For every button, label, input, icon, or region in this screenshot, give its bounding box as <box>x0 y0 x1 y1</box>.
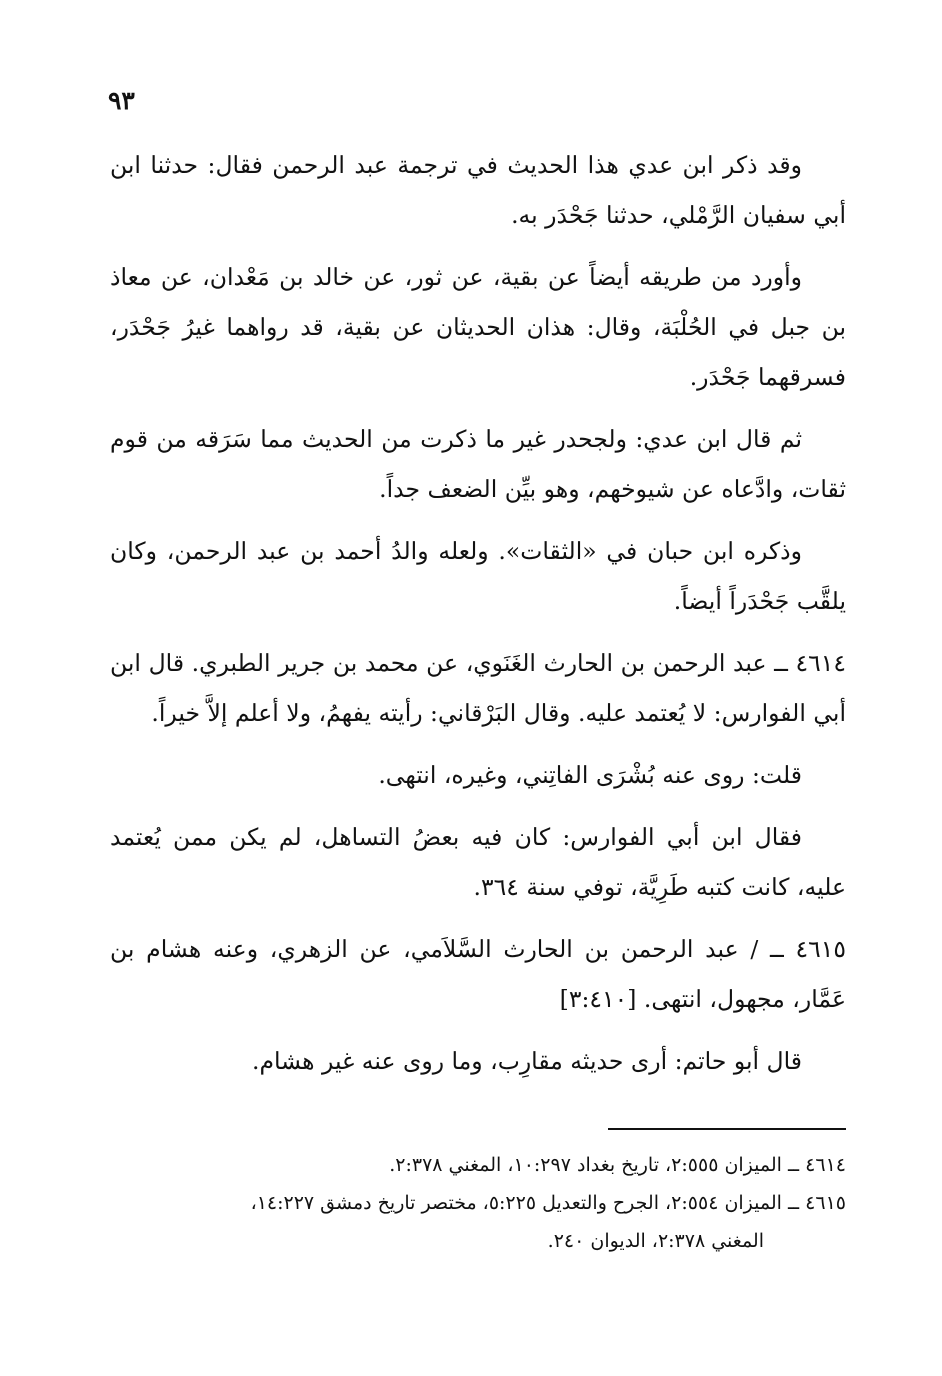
footnote: ٤٦١٤ ــ الميزان ٢:٥٥٥، تاريخ بغداد ١٠:٢٩٧، المغني ٢:٣٧٨. <box>389 1154 846 1176</box>
paragraph: فقال ابن أبي الفوارس: كان فيه بعضُ التساهل، لم يكن ممن يُعتمد عليه، كانت كتبه طَرِيَّة، توفي سنة ٣٦٤. <box>110 823 846 901</box>
paragraph: وأورد من طريقه أيضاً عن بقية، عن ثور، عن خالد بن مَعْدان، عن معاذ بن جبل في الحُلْبَة، وقال: هذان الحديثان عن بقية، قد رواهما غيرُ جَحْدَر، فسرقهما جَحْدَر. <box>110 263 846 391</box>
paragraph: ثم قال ابن عدي: ولجحدر غير ما ذكرت من الحديث مما سَرَقه من قوم ثقات، وادَّعاه عن شيوخهم، وهو بيِّن الضعف جداً. <box>110 425 846 503</box>
paragraph: قلت: روى عنه بُشْرَى الفاتِني، وغيره، انتهى. <box>378 761 802 789</box>
paragraph: وذكره ابن حبان في «الثقات». ولعله والدُ أحمد بن عبد الرحمن، وكان يلقَّب جَحْدَراً أيضاً. <box>110 537 846 615</box>
footnote-continuation: المغني ٢:٣٧٨، الديوان ٢٤٠. <box>547 1230 764 1252</box>
main-text <box>110 140 846 1098</box>
paragraph: وقد ذكر ابن عدي هذا الحديث في ترجمة عبد الرحمن فقال: حدثنا ابن أبي سفيان الرَّمْلي، حدثنا جَحْدَر به. <box>110 151 846 229</box>
page-number: ٩٣ <box>108 86 135 115</box>
footnote: ٤٦١٥ ــ الميزان ٢:٥٥٤، الجرح والتعديل ٥:٢٢٥، مختصر تاريخ دمشق ١٤:٢٢٧، <box>250 1192 846 1214</box>
entry-text: ٤٦١٥ ــ / عبد الرحمن بن الحارث السَّلاَمي، عن الزهري، وعنه هشام بن عَمَّار، مجهول، انتهى. <box>110 935 846 1013</box>
volume-page-reference: [٣:٤١٠] <box>559 985 637 1013</box>
entry-4615 <box>110 924 846 1024</box>
paragraph: قال أبو حاتم: أرى حديثه مقارِب، وما روى عنه غير هشام. <box>251 1047 802 1075</box>
entry-4614: ٤٦١٤ ــ عبد الرحمن بن الحارث الغَنَوي، عن محمد بن جرير الطبري. قال ابن أبي الفوارس: لا يُعتمد عليه. وقال البَرْقاني: رأيته يفهمُ، ولا أعلم إلاَّ خيراً. <box>110 649 846 727</box>
footnotes <box>110 1146 846 1260</box>
footnote-divider <box>608 1128 846 1130</box>
